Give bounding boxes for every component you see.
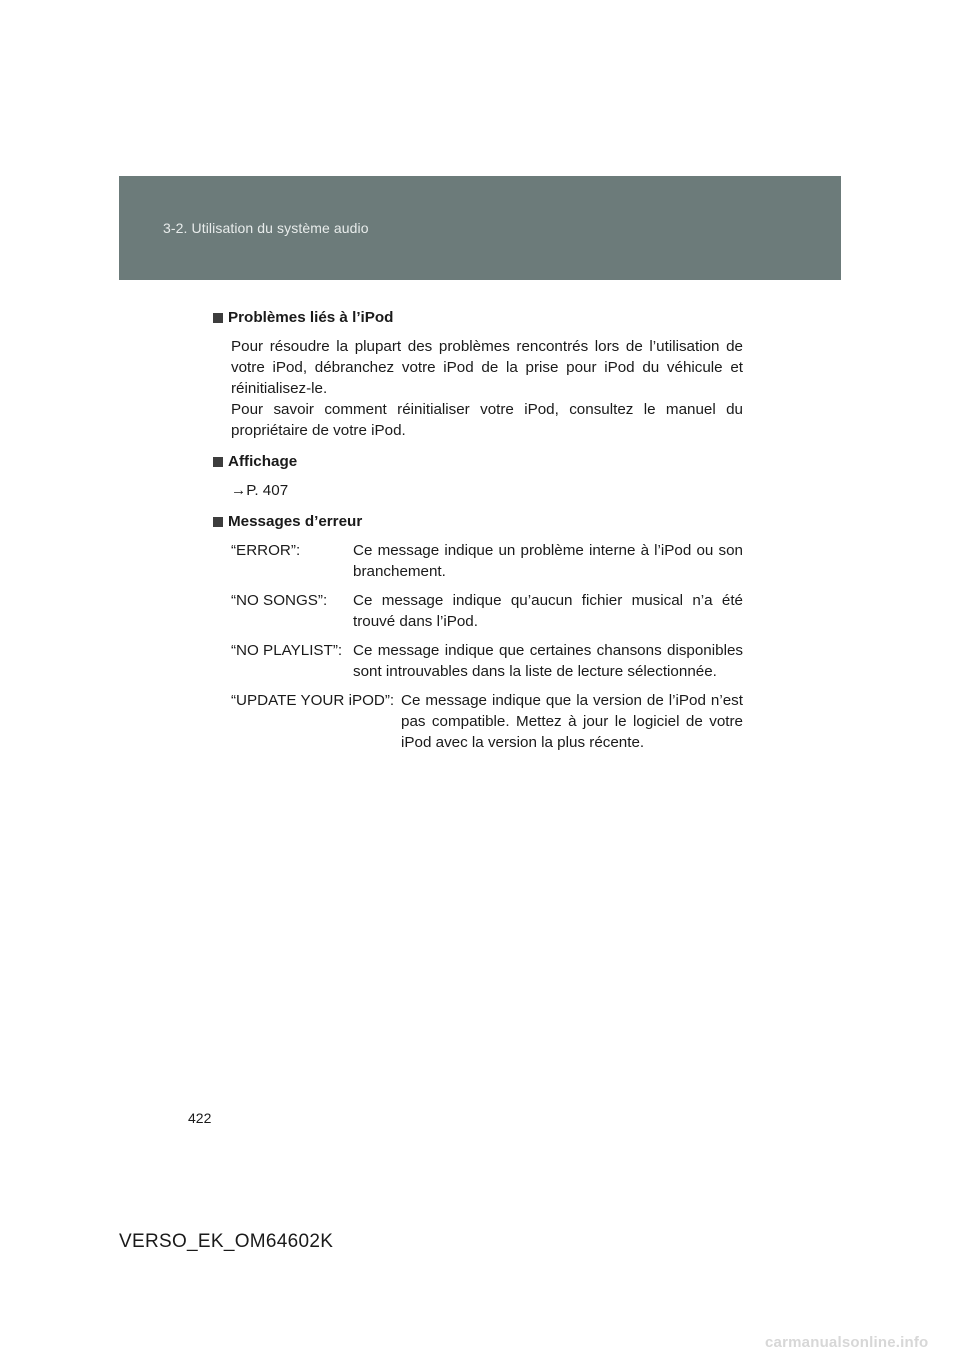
message-description: Ce message indique que la version de l’iPod n’est pas compatible. Mettez à jour le logiciel de votre iPod avec la version la plus récente. — [401, 692, 743, 751]
message-description: Ce message indique un problème interne à l’iPod ou son branchement. — [353, 542, 743, 580]
section-heading-display — [213, 451, 743, 472]
message-code: “NO PLAYLIST”: — [231, 642, 343, 659]
paragraph-line: propriétaire de votre iPod. — [231, 422, 406, 439]
watermark: carmanualsonline.info — [765, 1334, 929, 1351]
heading-text: Problèmes liés à l’iPod — [228, 309, 394, 326]
breadcrumb: 3-2. Utilisation du système audio — [163, 220, 369, 236]
paragraph-line: réinitialisez-le. — [231, 380, 328, 397]
section-heading-ipod-problems — [213, 307, 743, 328]
heading-text: Messages d’erreur — [228, 513, 363, 530]
message-code: “UPDATE YOUR iPOD”: — [231, 692, 395, 709]
section-heading-error-messages — [213, 511, 743, 532]
header-band — [119, 176, 841, 280]
message-description: Ce message indique qu’aucun fichier musical n’a été trouvé dans l’iPod. — [353, 592, 743, 630]
paragraph-line: Pour résoudre la plupart des problèmes rencontrés lors de l’utilisation de — [231, 338, 743, 355]
heading-text: Affichage — [228, 453, 298, 470]
square-bullet-icon — [213, 517, 223, 527]
error-message-row — [213, 690, 743, 753]
error-message-row — [213, 640, 743, 682]
message-code: “NO SONGS”: — [231, 592, 328, 609]
arrow-icon: → — [231, 482, 247, 499]
square-bullet-icon — [213, 457, 223, 467]
message-code: “ERROR”: — [231, 542, 301, 559]
error-message-row — [213, 540, 743, 582]
square-bullet-icon — [213, 313, 223, 323]
reference-text: P. 407 — [246, 482, 289, 499]
page-content — [213, 307, 743, 753]
page-number: 422 — [188, 1110, 212, 1126]
document-code: VERSO_EK_OM64602K — [119, 1231, 334, 1252]
page-reference — [213, 480, 743, 501]
paragraph-line: votre iPod, débranchez votre iPod de la prise pour iPod du véhicule et — [231, 359, 743, 376]
paragraph-line: Pour savoir comment réinitialiser votre iPod, consultez le manuel du — [231, 401, 743, 418]
message-description: Ce message indique que certaines chansons disponibles sont introuvables dans la liste de lecture sélectionnée. — [353, 642, 743, 680]
error-message-row — [213, 590, 743, 632]
paragraph-reset-ipod — [213, 336, 743, 441]
